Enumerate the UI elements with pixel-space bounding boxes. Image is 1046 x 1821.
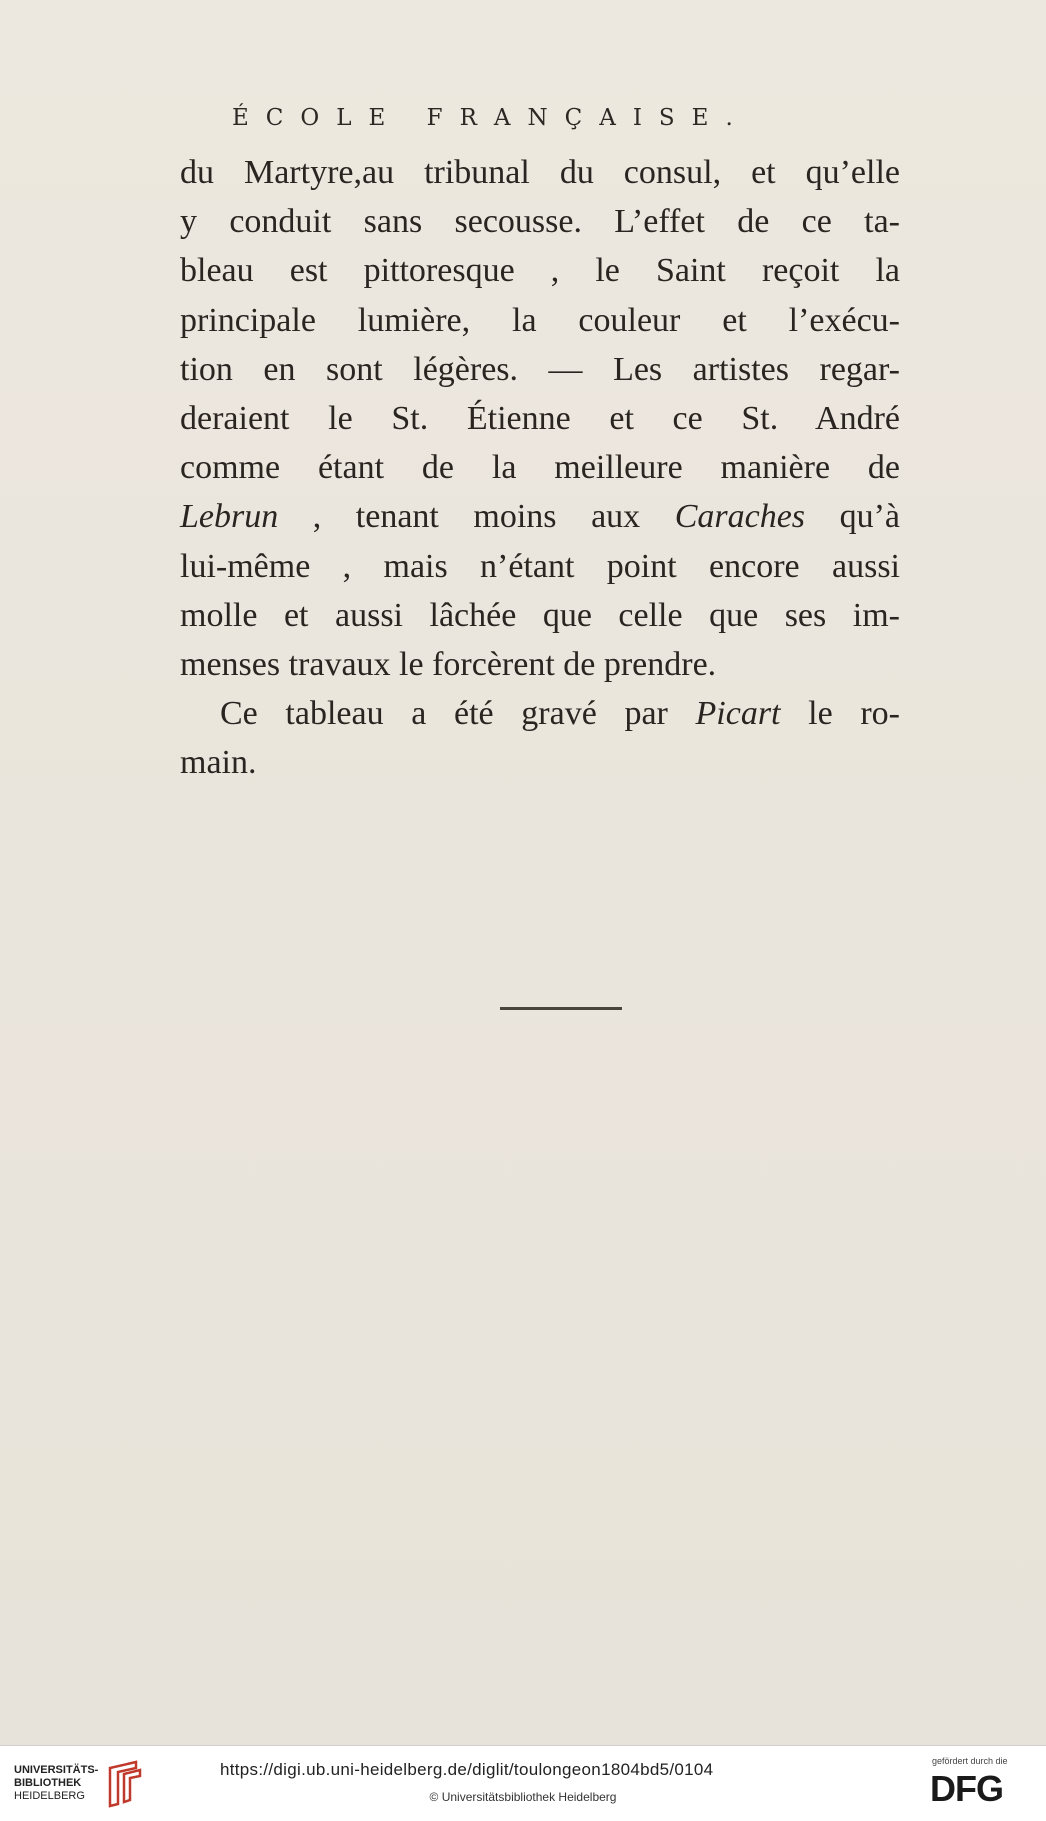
copyright-text: © Universitätsbibliothek Heidelberg — [429, 1790, 617, 1804]
dfg-logo: DFG — [930, 1768, 1003, 1809]
funder-caption: gefördert durch die — [932, 1756, 1008, 1766]
text-line: main. — [180, 744, 257, 782]
running-header: ÉCOLE FRANÇAISE. — [232, 105, 750, 131]
library-name: UNIVERSITÄTS- BIBLIOTHEK HEIDELBERG — [14, 1764, 99, 1802]
text-line: y conduit sans secousse. L’effet de ce ta- — [180, 203, 900, 241]
text-line: lui-même , mais n’étant point encore aussi — [180, 547, 900, 585]
text-line: deraient le St. Étienne et ce St. André — [180, 400, 900, 438]
text-line: Ce tableau a été gravé par Picart le ro- — [220, 695, 900, 733]
permalink[interactable]: https://digi.ub.uni-heidelberg.de/diglit/toulongeon1804bd5/0104 — [220, 1760, 714, 1779]
text-line: principale lumière, la couleur et l’exécu- — [180, 301, 900, 339]
text-line: molle et aussi lâchée que celle que ses im- — [180, 596, 900, 634]
viewer-footer — [0, 1745, 1046, 1821]
text-line: tion en sont légères. — Les artistes regar- — [180, 350, 900, 388]
text-line: comme étant de la meilleure manière de — [180, 449, 900, 487]
italic-name: Picart — [695, 695, 781, 733]
italic-name: Lebrun — [180, 498, 279, 536]
text-line: Lebrun , tenant moins aux Caraches qu’à — [180, 498, 900, 536]
text-line: bleau est pittoresque , le Saint reçoit la — [180, 252, 900, 290]
text-line: menses travaux le forcèrent de prendre. — [180, 646, 717, 684]
body-text — [180, 148, 900, 788]
end-rule — [500, 1007, 622, 1010]
italic-name: Caraches — [674, 498, 806, 536]
text-line: du Martyre,au tribunal du consul, et qu’elle — [180, 154, 900, 191]
